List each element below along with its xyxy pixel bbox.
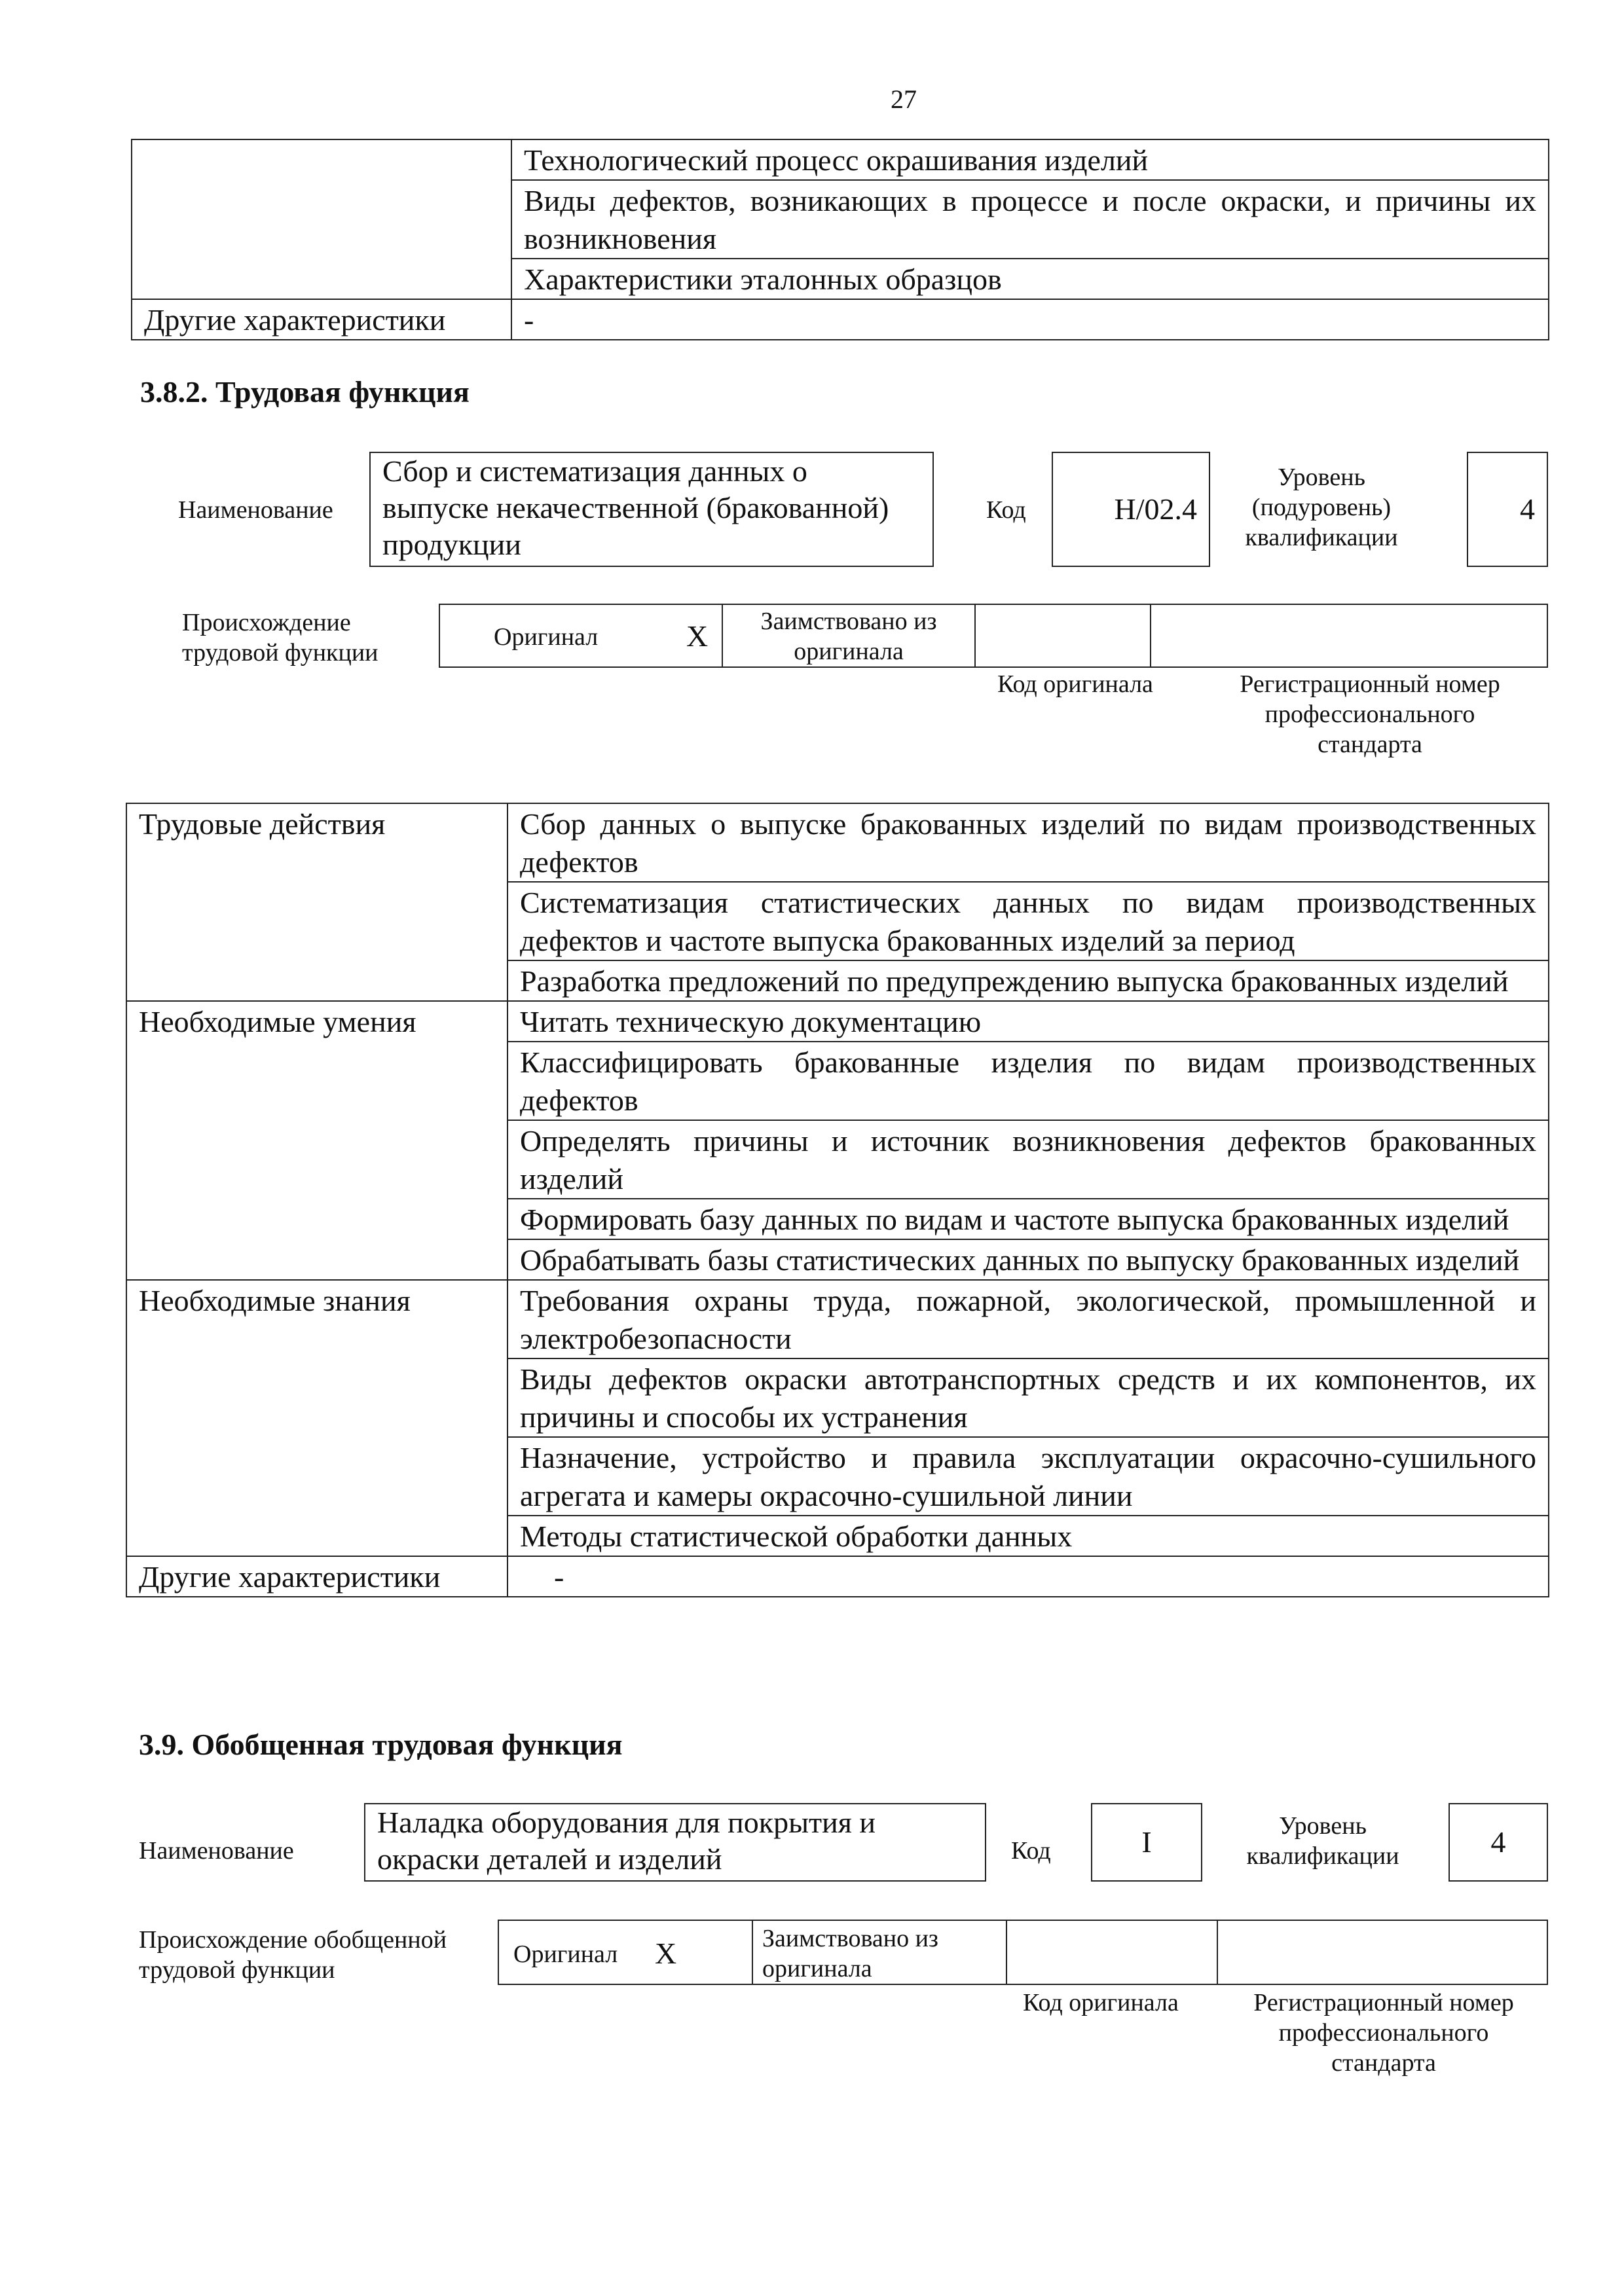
function-name-value: Сбор и систематизация данных о выпуске некачественной (бракованной) продукции xyxy=(382,454,889,561)
function-details-table xyxy=(126,803,1549,1597)
origin-label: Происхождение трудовой функции xyxy=(182,609,378,666)
original-mark: X xyxy=(686,619,709,653)
table-row xyxy=(132,299,1549,340)
table-cell-value: Технологический процесс окрашивания изделий xyxy=(511,139,1549,180)
table-cell-label xyxy=(132,139,511,299)
original-label: Оригинал xyxy=(494,623,599,651)
page-number: 27 xyxy=(891,84,917,114)
table-cell: Классифицировать бракованные изделия по видам производственных дефектов xyxy=(507,1042,1549,1120)
code-box xyxy=(1052,452,1210,567)
table-row xyxy=(132,139,1549,180)
generalized-function-name-value: Наладка оборудования для покрытия и окраски деталей и изделий xyxy=(377,1806,876,1876)
original-mark-39: X xyxy=(655,1937,677,1970)
code-value: H/02.4 xyxy=(1114,492,1197,526)
borrowed-label-39: Заимствовано из оригинала xyxy=(762,1925,938,1982)
table-row xyxy=(126,1556,1549,1597)
table-row xyxy=(126,803,1549,882)
table-cell: - xyxy=(507,1556,1549,1597)
name-label-39: Наименование xyxy=(139,1837,294,1865)
table-row xyxy=(126,1280,1549,1358)
origin-box xyxy=(439,604,1548,668)
row-label: Необходимые умения xyxy=(126,1001,507,1280)
reg-number-caption-39: Регистрационный номер профессионального стандарта xyxy=(1253,1989,1514,2077)
table-cell: Обрабатывать базы статистических данных по выпуску бракованных изделий xyxy=(507,1239,1549,1280)
table-cell-value: Виды дефектов, возникающих в процессе и после окраски, и причины их возникновения xyxy=(511,180,1549,259)
code-original-caption-39: Код оригинала xyxy=(1023,1989,1179,2016)
table-cell: Сбор данных о выпуске бракованных изделий по видам производственных дефектов xyxy=(507,803,1549,882)
borrowed-label: Заимствовано из оригинала xyxy=(760,608,937,665)
function-name-box xyxy=(369,452,934,567)
table-row xyxy=(126,1001,1549,1042)
section-heading-39: 3.9. Обобщенная трудовая функция xyxy=(139,1728,623,1761)
table-cell: Назначение, устройство и правила эксплуатации окрасочно-сушильного агрегата и камеры окрасочно-сушильной линии xyxy=(507,1437,1549,1516)
name-label: Наименование xyxy=(178,496,333,524)
level-label: Уровень (подуровень) квалификации xyxy=(1245,464,1398,551)
generalized-function-name-box xyxy=(364,1803,986,1882)
table-cell-value: - xyxy=(511,299,1549,340)
level-label-39: Уровень квалификации xyxy=(1246,1812,1399,1870)
row-label: Другие характеристики xyxy=(126,1556,507,1597)
table-cell-value: Характеристики эталонных образцов xyxy=(511,259,1549,299)
top-table xyxy=(131,139,1549,340)
level-box xyxy=(1467,452,1548,567)
origin-label-39: Происхождение обобщенной трудовой функции xyxy=(139,1926,447,1984)
table-cell: Формировать базу данных по видам и частоте выпуска бракованных изделий xyxy=(507,1199,1549,1239)
code-box-39 xyxy=(1091,1803,1202,1882)
level-box-39 xyxy=(1449,1803,1548,1882)
code-original-caption: Код оригинала xyxy=(997,670,1153,698)
table-cell: Определять причины и источник возникновения дефектов бракованных изделий xyxy=(507,1120,1549,1199)
table-cell-label: Другие характеристики xyxy=(132,299,511,340)
reg-number-caption: Регистрационный номер профессионального стандарта xyxy=(1240,670,1500,758)
table-cell: Систематизация статистических данных по видам производственных дефектов и частоте выпуска бракованных изделий за период xyxy=(507,882,1549,960)
code-label-39: Код xyxy=(1011,1837,1051,1865)
code-label: Код xyxy=(986,496,1026,524)
level-value: 4 xyxy=(1520,492,1535,526)
table-cell: Виды дефектов окраски автотранспортных средств и их компонентов, их причины и способы их устранения xyxy=(507,1358,1549,1437)
origin-box-39 xyxy=(498,1920,1548,1985)
section-heading-382: 3.8.2. Трудовая функция xyxy=(140,375,470,409)
row-label: Необходимые знания xyxy=(126,1280,507,1556)
original-label-39: Оригинал xyxy=(513,1941,618,1968)
table-cell: Требования охраны труда, пожарной, экологической, промышленной и электробезопасности xyxy=(507,1280,1549,1358)
table-cell: Разработка предложений по предупреждению выпуска бракованных изделий xyxy=(507,960,1549,1001)
level-value-39: 4 xyxy=(1490,1825,1506,1859)
row-label: Трудовые действия xyxy=(126,803,507,1001)
table-cell: Методы статистической обработки данных xyxy=(507,1516,1549,1556)
table-cell: Читать техническую документацию xyxy=(507,1001,1549,1042)
code-value-39: I xyxy=(1141,1825,1152,1859)
